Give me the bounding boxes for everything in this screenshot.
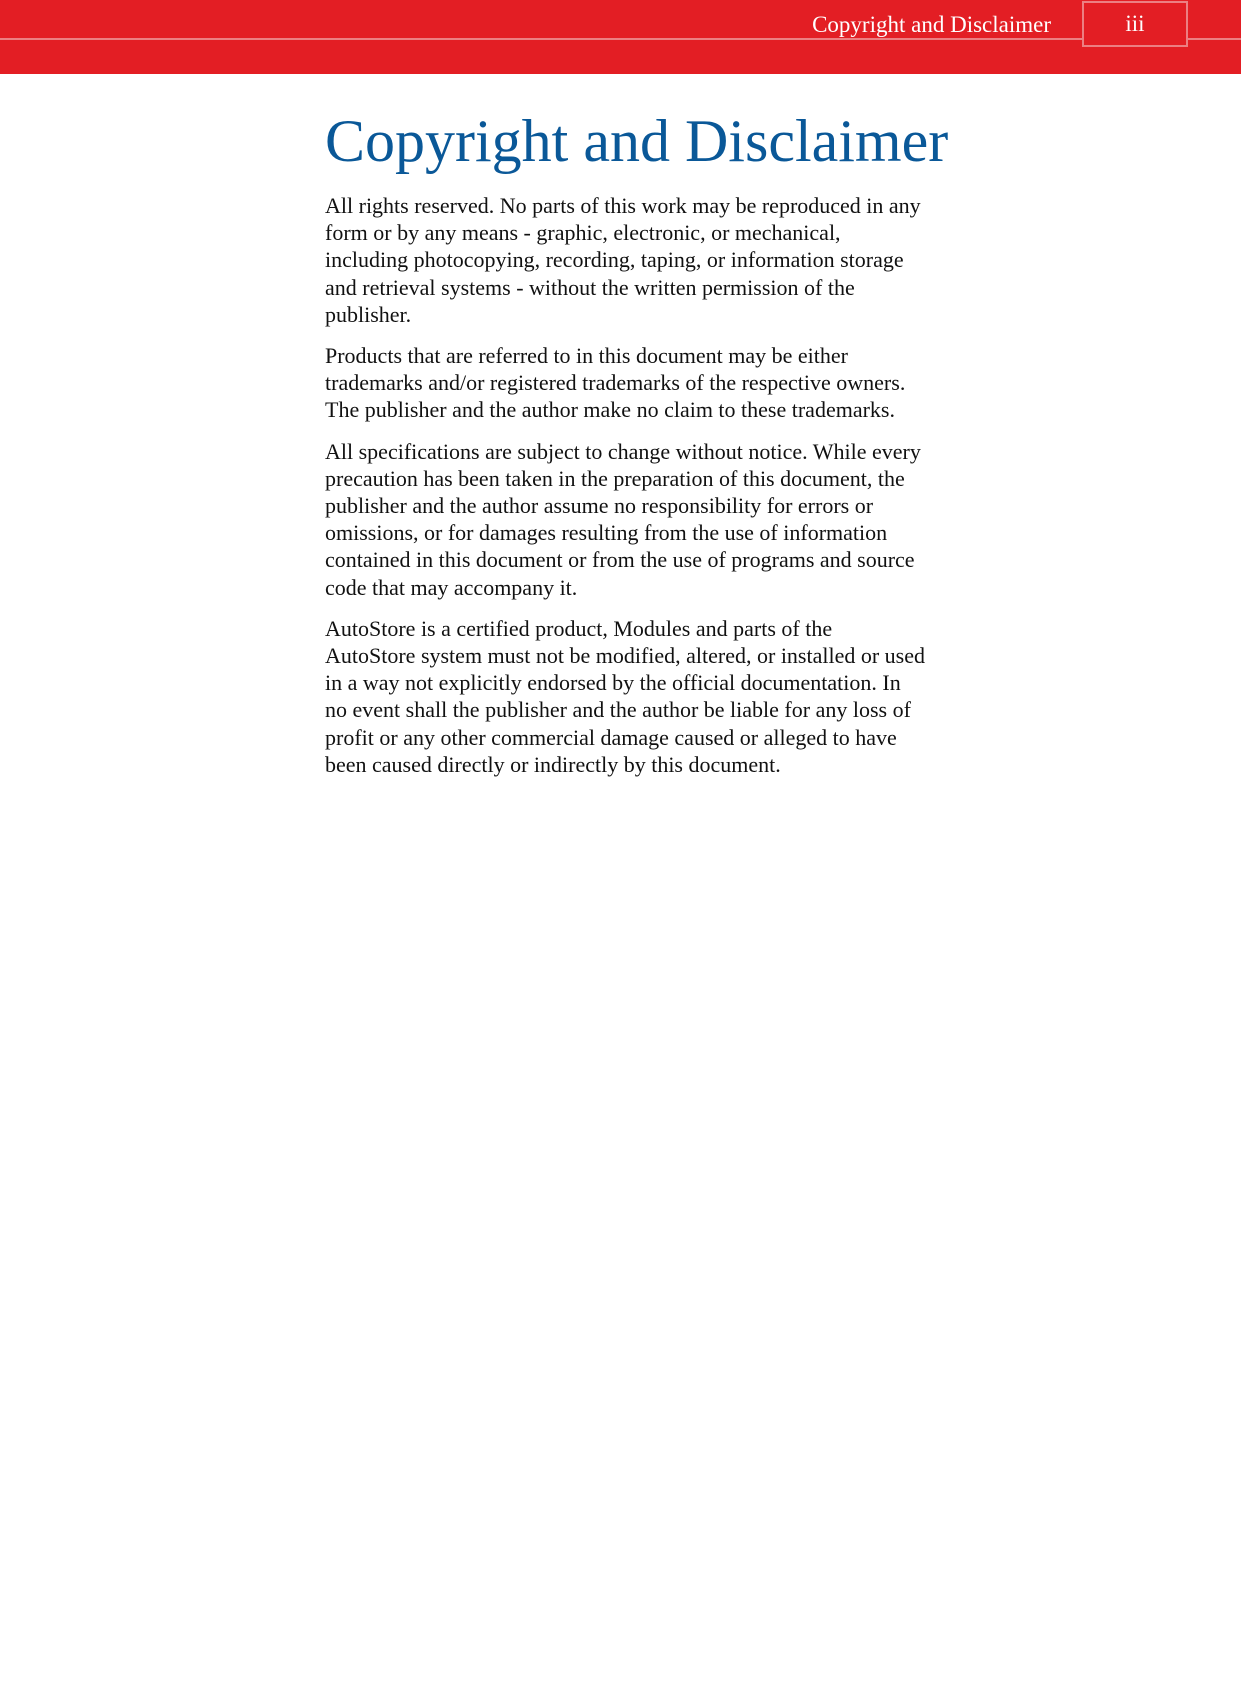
copyright-paragraph: All rights reserved. No parts of this work may be reproduced in any form or by any means - graphic, electronic, or mechanical, including photocopying, recording, taping, or information storage and retrieval systems - without the written permission of the publisher. xyxy=(325,193,921,327)
trademarks-paragraph: Products that are referred to in this document may be either trademarks and/or registered trademarks of the respective owners. The publisher and the author make no claim to these trademarks. xyxy=(325,343,906,423)
autostore-disclaimer-paragraph: AutoStore is a certified product, Modules and parts of the AutoStore system must not be modified, altered, or installed or used in a way not explicitly endorsed by the official documentation. In no event shall the publisher and the author be liable for any loss of profit or any other commercial damage caused or alleged to have been caused directly or indirectly by this document. xyxy=(325,615,926,777)
page-header xyxy=(0,0,1241,74)
page-number: iii xyxy=(1082,1,1188,47)
running-header-title: Copyright and Disclaimer xyxy=(812,12,1051,37)
header-divider xyxy=(0,38,1241,40)
page-title: Copyright and Disclaimer xyxy=(325,108,949,174)
specifications-paragraph: All specifications are subject to change without notice. While every precaution has been taken in the preparation of this document, the publisher and the author assume no responsibility for errors or omissions, or for damages resulting from the use of information contained in this document or from the use of programs and source code that may accompany it. xyxy=(325,438,921,600)
document-content xyxy=(325,105,949,778)
